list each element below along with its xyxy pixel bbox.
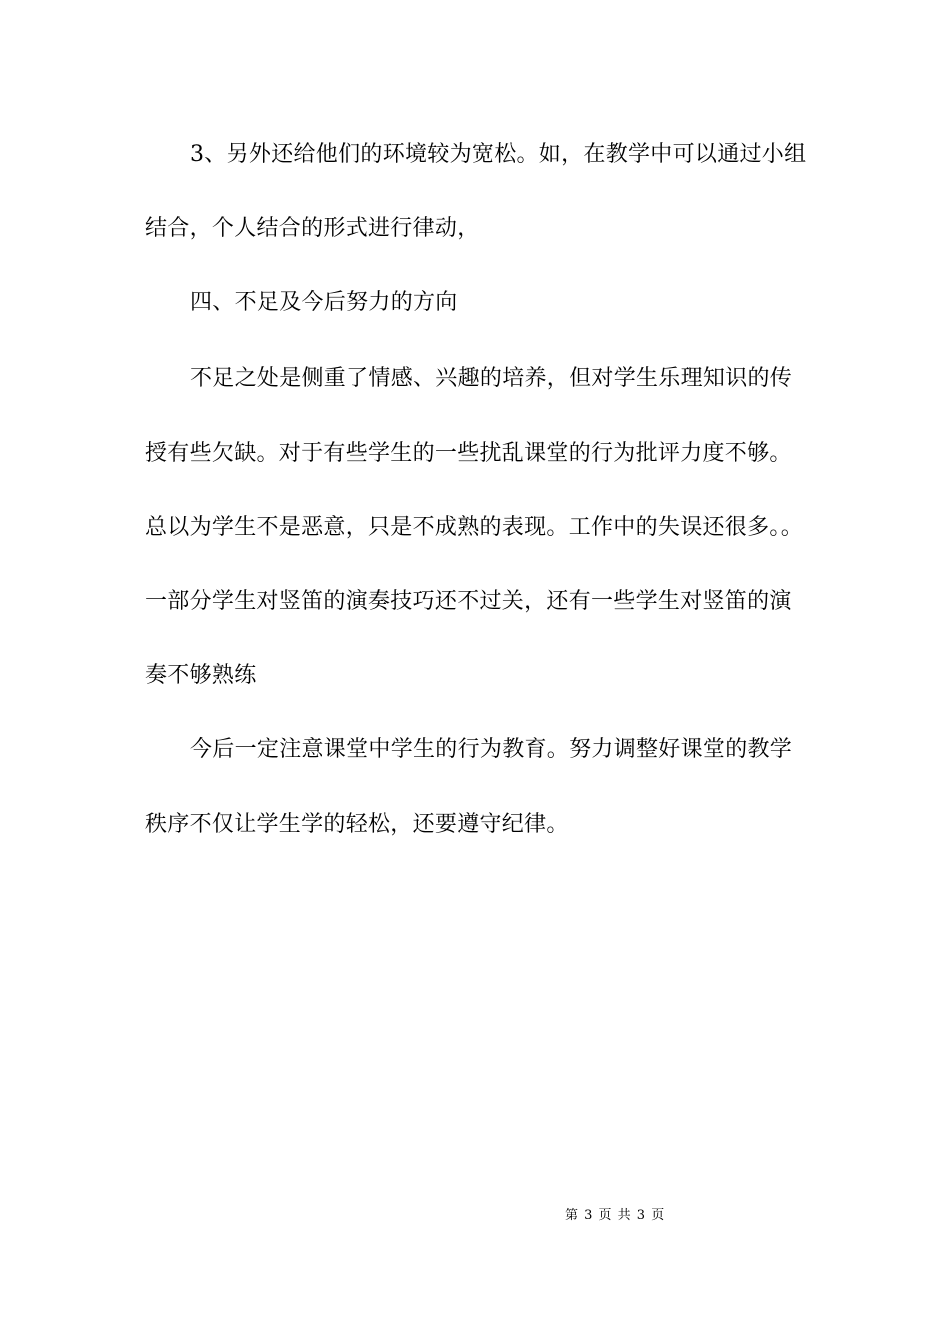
paragraph-line: 今后一定注意课堂中学生的行为教育。努力调整好课堂的教学: [190, 737, 793, 762]
page-number-footer: 第 3 页 共 3 页: [565, 1208, 666, 1223]
paragraph-line: 总以为学生不是恶意，只是不成熟的表现。工作中的失误还很多。。: [145, 515, 804, 540]
paragraph-line: 授有些欠缺。对于有些学生的一些扰乱课堂的行为批评力度不够。: [145, 441, 792, 466]
paragraph-line: 秩序不仅让学生学的轻松，还要遵守纪律。: [145, 812, 569, 837]
paragraph-line: 3、另外还给他们的环境较为宽松。如，在教学中可以通过小组: [190, 142, 807, 167]
section-heading: 四、不足及今后努力的方向: [190, 290, 458, 315]
paragraph-line: 结合，个人结合的形式进行律动，: [145, 216, 480, 241]
paragraph-line: 不足之处是侧重了情感、兴趣的培养，但对学生乐理知识的传: [190, 366, 793, 391]
paragraph-line: 一部分学生对竖笛的演奏技巧还不过关，还有一些学生对竖笛的演: [145, 589, 792, 614]
paragraph-line: 奏不够熟练: [145, 663, 257, 688]
